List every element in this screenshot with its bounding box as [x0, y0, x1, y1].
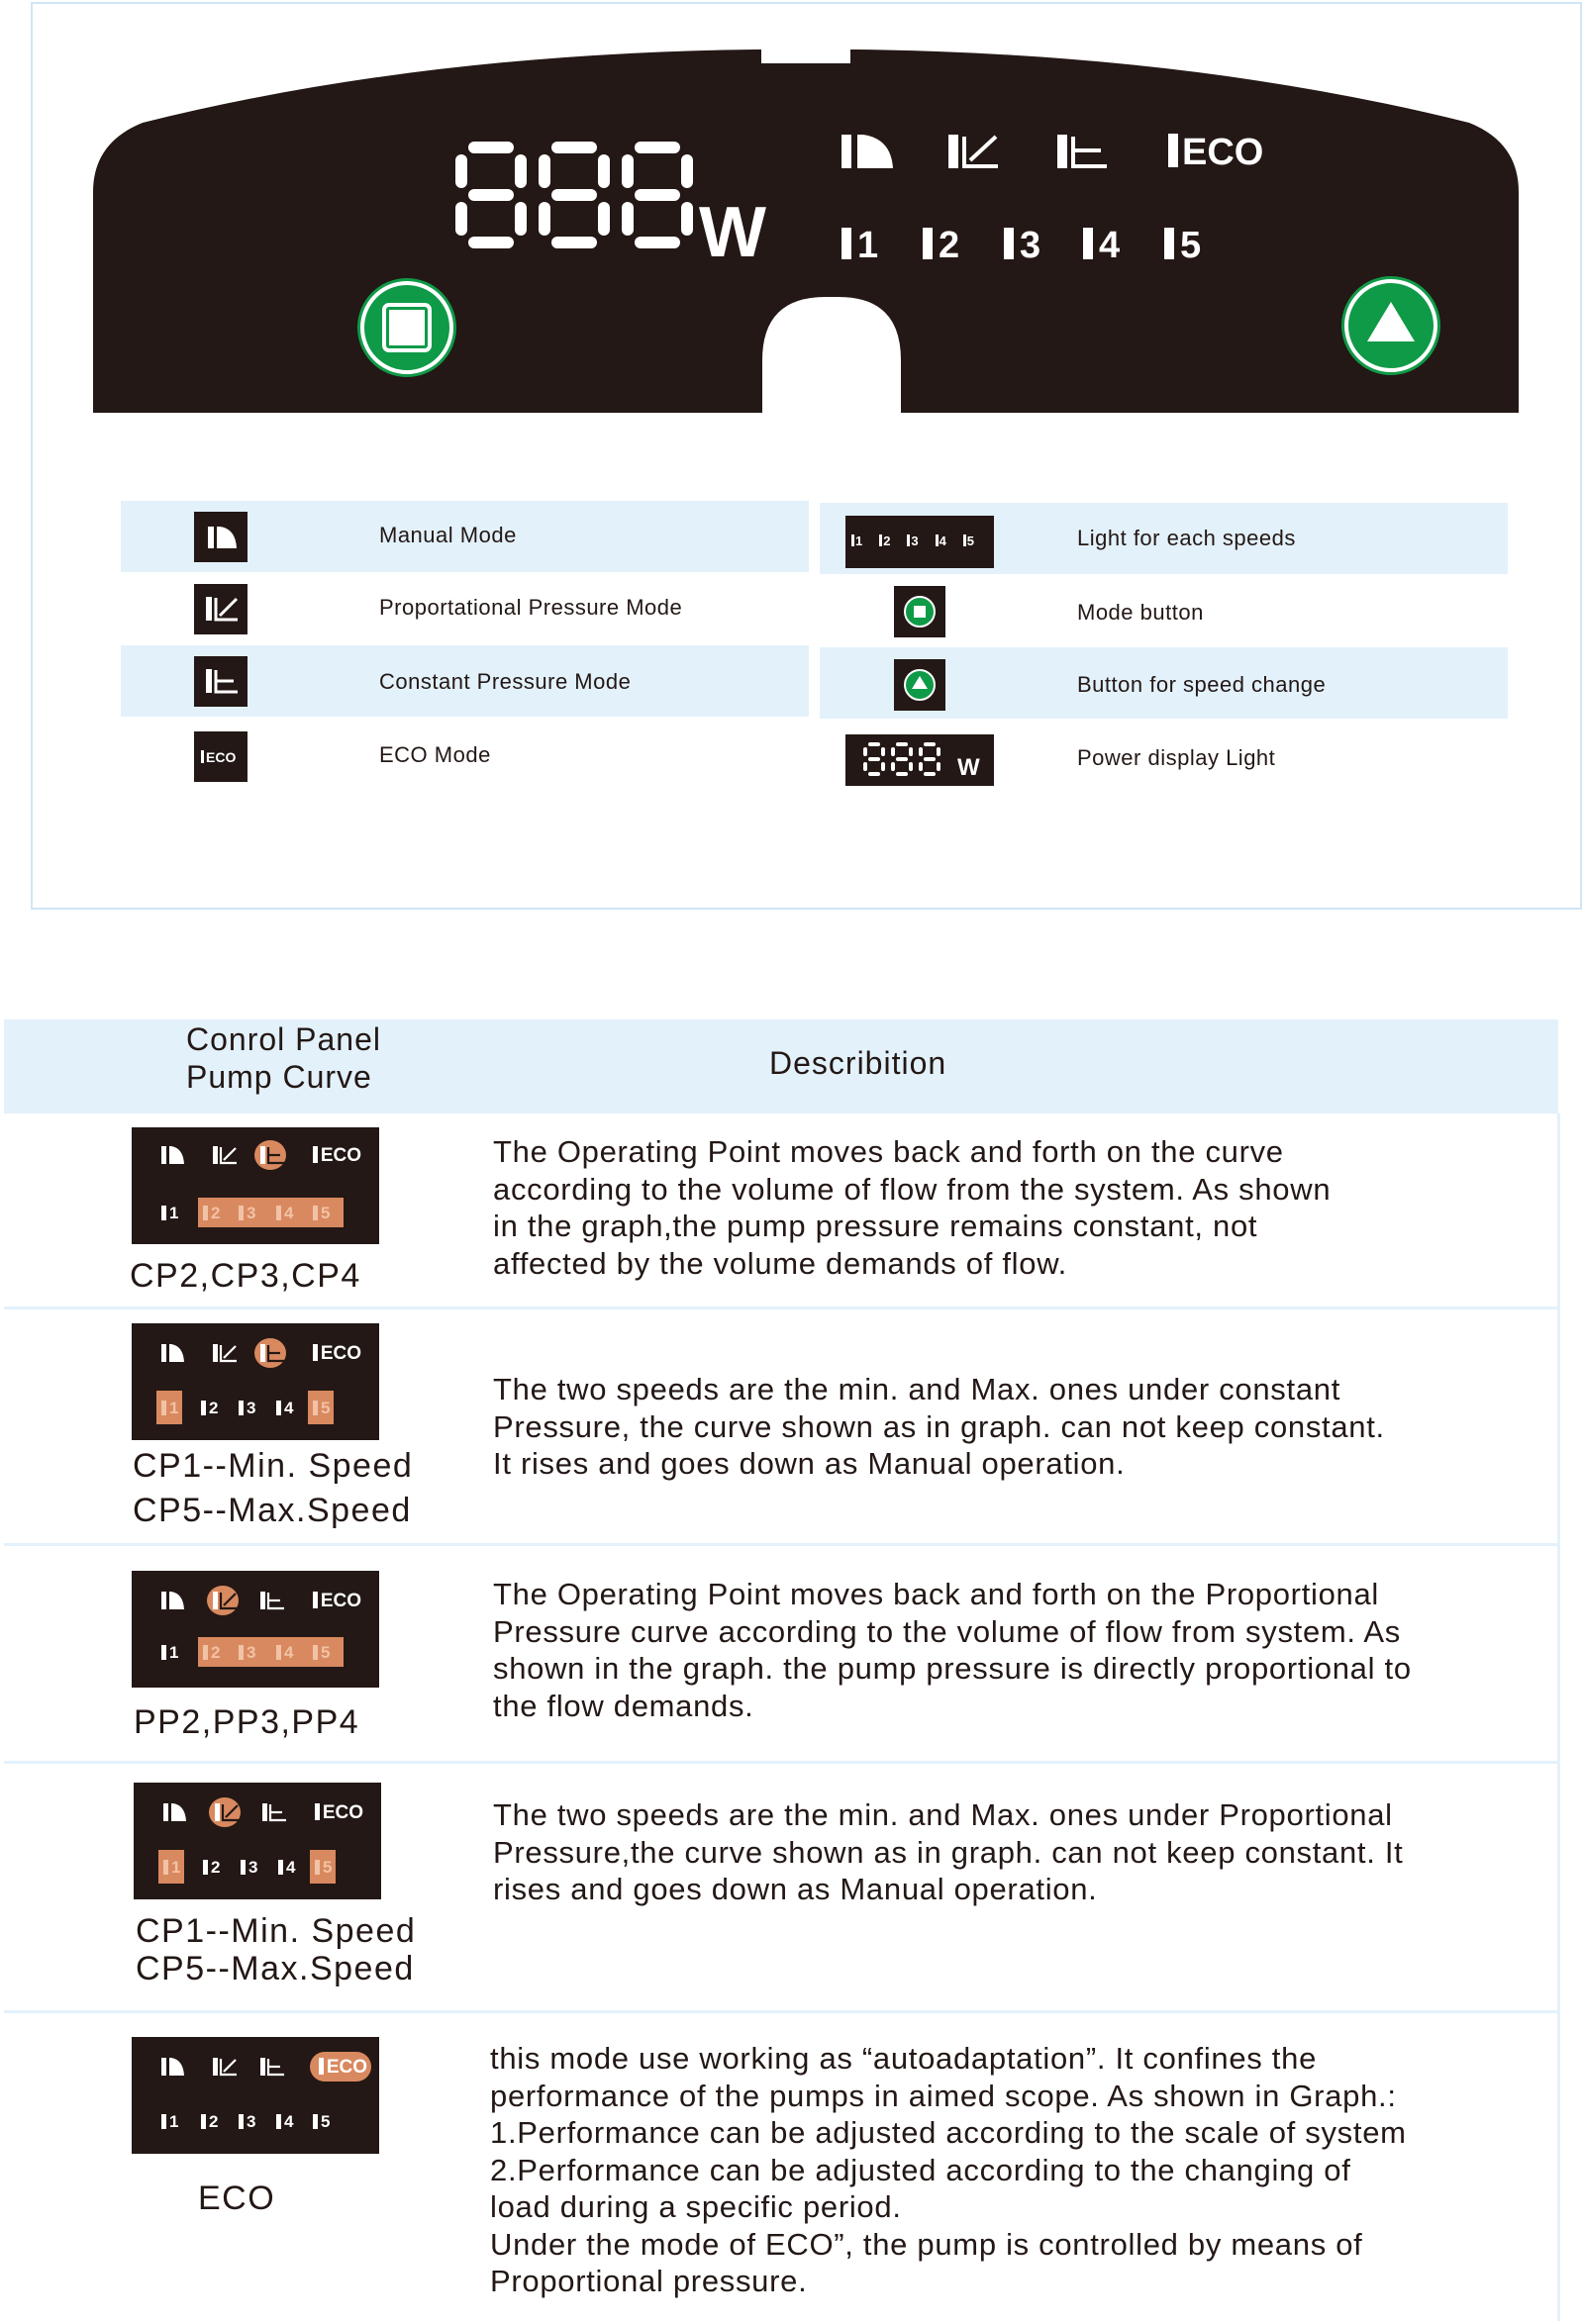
header-col-panel: Conrol Panel Pump Curve [186, 1021, 381, 1095]
constant-pressure-icon [260, 1591, 286, 1610]
eco-label: ECO [319, 2057, 367, 2079]
speed-3-light: 3 [239, 1204, 255, 1223]
display-segment [919, 747, 923, 756]
speed-3-light: 3 [241, 1858, 257, 1878]
display-segment [681, 154, 693, 188]
row-divider [4, 2010, 1558, 2013]
speed-4-light: 4 [278, 1858, 295, 1878]
row-divider [4, 1307, 1558, 1309]
row-description: The two speeds are the min. and Max. ones under Proportional Pressure,the curve shown as in graph. can not keep constant. It rises and goes down as Manual operation. [493, 1797, 1404, 1906]
constant-pressure-icon [260, 1145, 286, 1165]
speed-1-indicator: 1 [841, 225, 878, 267]
row-divider [4, 1543, 1558, 1546]
display-segment [881, 747, 885, 756]
table-right-border [1557, 1114, 1560, 2321]
eco-indicator: ECO [1168, 132, 1263, 174]
display-segment [924, 757, 936, 761]
display-segment [455, 202, 467, 236]
display-segment [468, 142, 514, 153]
legend-label-speed-button: Button for speed change [1077, 672, 1327, 697]
mode-button[interactable] [360, 281, 453, 374]
speed-3-light: 3 [239, 1399, 255, 1418]
control-panel [93, 44, 1519, 413]
row-divider [4, 1761, 1558, 1764]
row-description: The Operating Point moves back and forth on the curve according to the volume of flow from the system. As shown in the graph,the pump pressure remains constant, not affected by the volume demands of flow. [493, 1134, 1332, 1281]
proportional-pressure-icon [213, 1343, 239, 1363]
display-segment [868, 757, 880, 761]
eco-icon: ECO [194, 731, 247, 782]
display-segment [891, 762, 895, 771]
display-segment [635, 189, 680, 201]
display-segment [635, 237, 680, 248]
display-segment [515, 202, 527, 236]
display-segment [622, 202, 634, 236]
row-caption: CP1--Min. Speed CP5--Max.Speed [136, 1912, 417, 1987]
speed-4-indicator: 4 [1083, 225, 1120, 267]
display-segment [881, 762, 885, 771]
legend-label-proportional: Proportational Pressure Mode [379, 595, 683, 620]
speed-5-light: 5 [313, 1643, 330, 1663]
mini-panel-cp234 [132, 1127, 379, 1244]
display-segment [896, 772, 908, 776]
mini-panel-pp15 [134, 1783, 381, 1899]
legend-label-speeds: Light for each speeds [1077, 526, 1296, 550]
display-segment [863, 747, 867, 756]
speed-4-light: 4 [276, 1204, 293, 1223]
speed-3-light: 3 [239, 2112, 255, 2132]
display-segment [896, 742, 908, 746]
display-segment [622, 154, 634, 188]
display-segment [468, 237, 514, 248]
speed-change-button[interactable] [1344, 279, 1437, 372]
eco-label: ECO [315, 1802, 363, 1824]
mini-panel-cp15 [132, 1323, 379, 1440]
speed-1-light: 1 [161, 2112, 178, 2132]
display-segment [539, 202, 550, 236]
constant-pressure-icon [260, 2057, 286, 2077]
legend-label-eco: ECO Mode [379, 742, 491, 767]
speed-2-light: 2 [201, 1399, 218, 1418]
eco-label: ECO [313, 1145, 361, 1167]
speed-lights-icon: 1 2 3 4 5 [845, 516, 994, 568]
display-segment [515, 154, 527, 188]
manual-mode-icon [161, 1145, 187, 1165]
manual-mode-icon [163, 1802, 189, 1822]
speed-4-light: 4 [276, 2112, 293, 2132]
display-segment [598, 154, 610, 188]
row-caption: CP2,CP3,CP4 [130, 1257, 361, 1295]
row-description: The Operating Point moves back and forth on the Proportional Pressure curve according to the volume of flow from system. As shown in the graph. the pump pressure is directly proportional to the flow demands. [493, 1577, 1412, 1723]
display-segment [539, 154, 550, 188]
constant-pressure-icon [262, 1802, 288, 1822]
speed-3-light: 3 [239, 1643, 255, 1663]
speed-1-light: 1 [161, 1643, 178, 1663]
row-caption: CP1--Min. Speed CP5--Max.Speed [133, 1447, 414, 1529]
up-triangle-icon [1367, 302, 1415, 341]
mode-button-icon [894, 586, 945, 637]
row-description: The two speeds are the min. and Max. ones under constant Pressure, the curve shown as in graph. can not keep constant. It rises and goes down as Manual operation. [493, 1372, 1385, 1481]
display-segment [551, 237, 597, 248]
header-col-description: Describition [769, 1045, 947, 1081]
eco-label: ECO [313, 1591, 361, 1612]
display-segment [937, 747, 940, 756]
speed-1-light: 1 [161, 1204, 178, 1223]
speed-5-indicator: 5 [1164, 225, 1201, 267]
constant-pressure-icon [260, 1343, 286, 1363]
row-caption: PP2,PP3,PP4 [134, 1703, 360, 1741]
display-segment [455, 154, 467, 188]
display-segment [891, 747, 895, 756]
proportional-pressure-icon [213, 1145, 239, 1165]
display-segment [863, 762, 867, 771]
row-caption: ECO [198, 2179, 276, 2217]
speed-5-light: 5 [313, 2112, 330, 2132]
manual-mode-icon [161, 1591, 187, 1610]
speed-2-indicator: 2 [923, 225, 959, 267]
table-header [4, 1019, 1558, 1114]
stop-square-icon [386, 307, 428, 348]
watt-unit: W [699, 193, 766, 272]
eco-label: ECO [313, 1343, 361, 1365]
speed-1-light: 1 [161, 1399, 178, 1418]
display-segment [937, 762, 940, 771]
manual-mode-icon [841, 135, 897, 170]
power-display-icon: W [845, 734, 994, 786]
power-display [455, 142, 871, 310]
display-segment [896, 757, 908, 761]
manual-mode-icon [161, 1343, 187, 1363]
constant-pressure-icon [194, 656, 247, 707]
display-segment [909, 762, 913, 771]
speed-2-light: 2 [203, 1858, 220, 1878]
mini-panel-pp234 [132, 1571, 379, 1688]
proportional-pressure-icon [213, 2057, 239, 2077]
speed-5-light: 5 [313, 1399, 330, 1418]
display-segment [551, 142, 597, 153]
speed-5-light: 5 [313, 1204, 330, 1223]
mini-panel-eco [132, 2037, 379, 2154]
row-description: this mode use working as “autoadaptation”. It confines the performance of the pumps in aimed scope. As shown in Graph.: 1.Performance can be adjusted according to the scale of system 2.Performance can be adjusted according to the changing of load during a specific period. Under the mode of ECO”, the pump is controlled by means of Proportional pressure. [490, 2041, 1407, 2298]
speed-5-light: 5 [315, 1858, 332, 1878]
manual-mode-icon [161, 2057, 187, 2077]
proportional-pressure-icon [948, 135, 1004, 170]
display-segment [868, 772, 880, 776]
legend-label-power-display: Power display Light [1077, 745, 1276, 770]
speed-2-light: 2 [203, 1643, 220, 1663]
display-segment [598, 202, 610, 236]
display-segment [924, 772, 936, 776]
display-segment [924, 742, 936, 746]
speed-4-light: 4 [276, 1643, 293, 1663]
proportional-pressure-icon [213, 1591, 239, 1610]
display-segment [868, 742, 880, 746]
legend-label-mode-button: Mode button [1077, 600, 1204, 625]
speed-4-light: 4 [276, 1399, 293, 1418]
display-segment [909, 747, 913, 756]
speed-2-light: 2 [201, 2112, 218, 2132]
display-segment [468, 189, 514, 201]
speed-button-icon [894, 659, 945, 711]
speed-1-light: 1 [163, 1858, 180, 1878]
display-segment [551, 189, 597, 201]
manual-mode-icon [194, 512, 247, 562]
display-segment [681, 202, 693, 236]
display-segment [635, 142, 680, 153]
speed-3-indicator: 3 [1004, 225, 1040, 267]
proportional-pressure-icon [215, 1802, 241, 1822]
constant-pressure-icon [1057, 135, 1113, 170]
speed-2-light: 2 [203, 1204, 220, 1223]
display-segment [919, 762, 923, 771]
proportional-pressure-icon [194, 584, 247, 634]
legend-label-constant: Constant Pressure Mode [379, 669, 632, 694]
legend-label-manual: Manual Mode [379, 523, 517, 547]
